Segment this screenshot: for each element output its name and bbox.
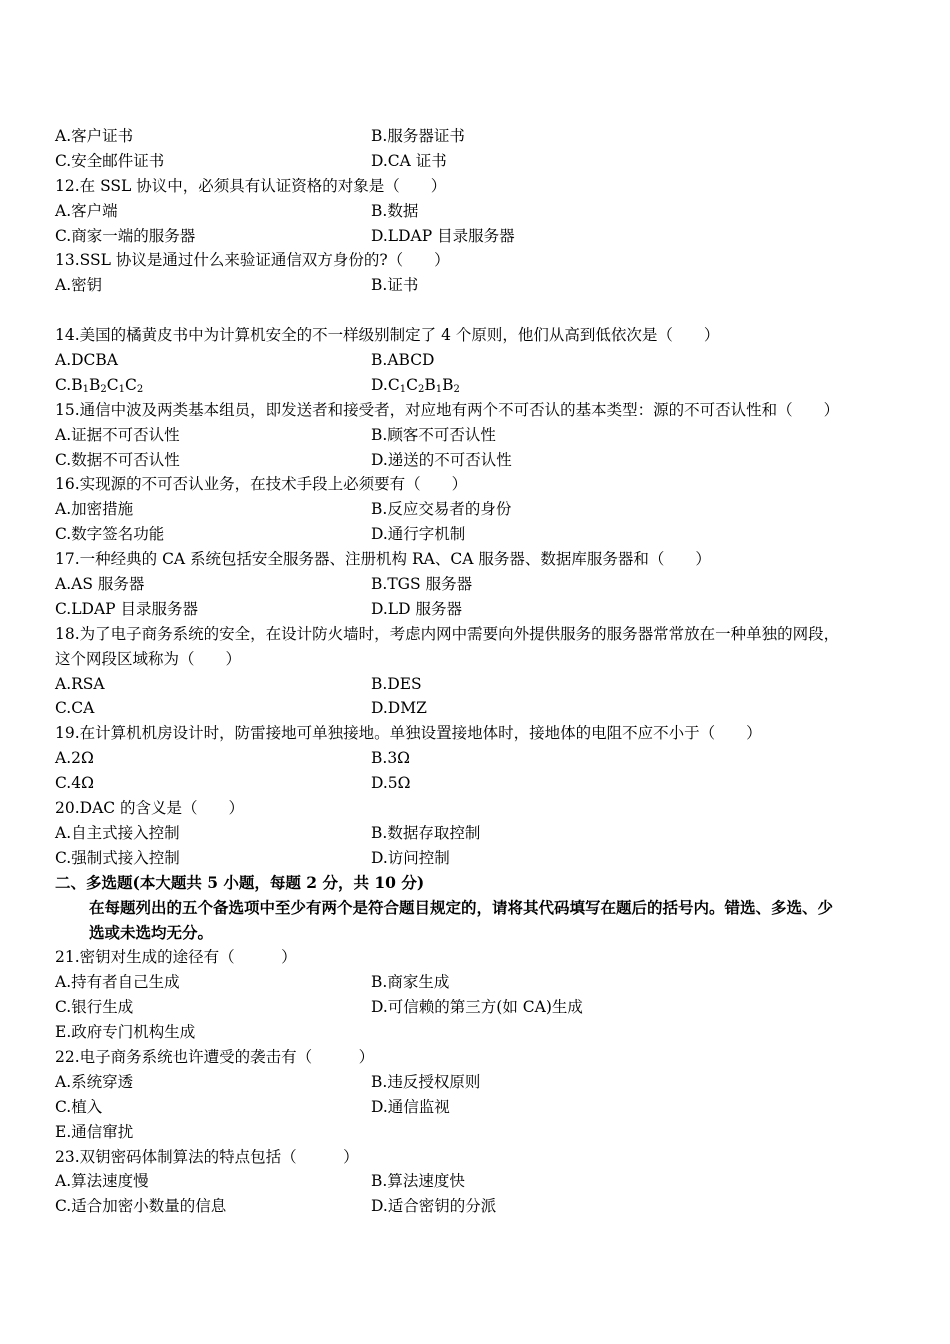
question-stem: 19.在计算机机房设计时，防雷接地可单独接地。单独设置接地体时，接地体的电阻不应不小于（ ） [55,724,762,743]
option-a: A.DCBA [55,351,118,370]
option-row [55,771,915,796]
question-stem: 20.DAC 的含义是（ ） [55,799,245,818]
question-stem: 17.一种经典的 CA 系统包括安全服务器、注册机构 RA、CA 服务器、数据库服务器和（ ） [55,550,711,569]
option-c: C.LDAP 目录服务器 [55,599,199,618]
option-c: C.4Ω [55,774,94,793]
option-b: B.反应交易者的身份 [371,500,512,519]
option-b: B.违反授权原则 [371,1072,481,1091]
question-stem: 12.在 SSL 协议中，必须具有认证资格的对象是（ ） [55,176,447,195]
option-c: C.商家一端的服务器 [55,226,196,245]
option-d: D.LD 服务器 [371,599,462,618]
question-stem-continued: 这个网段区域称为（ ） [55,649,242,668]
option-e: E.通信窜扰 [55,1122,134,1141]
option-row [55,1070,915,1095]
option-a: A.算法速度慢 [55,1172,149,1191]
section-instruction-continued: 选或未选均无分。 [89,922,214,942]
option-a: A.持有者自己生成 [55,973,180,992]
option-c: C.强制式接入控制 [55,848,180,867]
option-a: A.加密措施 [55,500,134,519]
option-b: B.DES [371,674,422,693]
option-row [55,124,915,149]
option-row [55,572,915,597]
option-row [55,672,915,697]
option-row [55,149,915,174]
option-d: D.通信监视 [371,1097,450,1116]
option-e: E.政府专门机构生成 [55,1023,196,1042]
option-b: B.顾客不可否认性 [371,425,496,444]
option-a: A.AS 服务器 [55,575,145,594]
option-row [55,273,915,298]
option-row [55,199,915,224]
option-a: A.自主式接入控制 [55,823,180,842]
option-b: B.数据 [371,201,419,220]
option-row [55,1120,915,1145]
option-b: B.数据存取控制 [371,823,481,842]
option-b: B.算法速度快 [371,1172,465,1191]
option-d: D.LDAP 目录服务器 [371,226,515,245]
option-row [55,821,915,846]
option-a: A.密钥 [55,276,103,295]
option-d-subscripted: $D.C_1C_2B_1B_2$ [371,375,460,395]
option-c: C.适合加密小数量的信息 [55,1197,227,1216]
question-stem: 23.双钥密码体制算法的特点包括（ ） [55,1147,359,1166]
option-d: D.访问控制 [371,848,450,867]
question-stem: 22.电子商务系统也许遭受的袭击有（ ） [55,1047,375,1066]
section-instruction: 在每题列出的五个备选项中至少有两个是符合题目规定的，请将其代码填写在题后的括号内。错选、多选、少 [89,897,834,917]
section-heading: 二、多选题(本大题共 5 小题，每题 2 分，共 10 分) [55,872,425,892]
option-row [55,995,915,1020]
option-row [55,522,915,547]
option-row [55,696,915,721]
option-row [55,224,915,249]
option-a: A.系统穿透 [55,1072,134,1091]
option-c: C.CA [55,699,95,718]
option-row [55,497,915,522]
question-stem: 13.SSL 协议是通过什么来验证通信双方身份的?（ ） [55,251,450,270]
option-d: D.适合密钥的分派 [371,1197,497,1216]
question-stem: 15.通信中波及两类基本组员，即发送者和接受者，对应地有两个不可否认的基本类型：源的不可否认性和（ ） [55,400,840,419]
question-stem: 14.美国的橘黄皮书中为计算机安全的不一样级别制定了 4 个原则，他们从高到低依次是（ ） [55,326,720,345]
option-row [55,970,915,995]
option-b: B.商家生成 [371,973,450,992]
blank-line [55,298,915,323]
option-row [55,846,915,871]
exam-page [55,124,915,1219]
option-a: A.证据不可否认性 [55,425,180,444]
option-row [55,448,915,473]
option-row [55,348,915,373]
option-c: C.安全邮件证书 [55,151,165,170]
option-row [55,373,915,398]
option-row [55,1169,915,1194]
option-row [55,597,915,622]
option-c: C.银行生成 [55,998,134,1017]
option-b: B.ABCD [371,351,435,370]
option-b: B.TGS 服务器 [371,575,473,594]
option-b: B.3Ω [371,749,411,768]
option-row [55,423,915,448]
option-d: D.递送的不可否认性 [371,450,512,469]
question-stem: 18.为了电子商务系统的安全，在设计防火墙时，考虑内网中需要向外提供服务的服务器常常放在一种单独的网段， [55,624,840,643]
option-c: C.数字签名功能 [55,525,165,544]
option-d: D.5Ω [371,774,411,793]
option-d: D.DMZ [371,699,427,718]
option-c: C.植入 [55,1097,103,1116]
option-a: A.RSA [55,674,105,693]
question-stem: 16.实现源的不可否认业务，在技术手段上必须要有（ ） [55,475,468,494]
option-row [55,1194,915,1219]
option-a: A.2Ω [55,749,94,768]
option-d: D.通行字机制 [371,525,466,544]
option-a: A.客户证书 [55,127,134,145]
option-b: B.证书 [371,276,419,295]
option-b: B.服务器证书 [371,127,465,145]
option-d: D.CA 证书 [371,151,447,170]
option-a: A.客户端 [55,201,118,220]
option-row [55,746,915,771]
question-stem: 21.密钥对生成的途径有（ ） [55,948,297,967]
option-row [55,1020,915,1045]
option-c-subscripted: $C.B_1B_2C_1C_2$ [55,375,144,395]
option-c: C.数据不可否认性 [55,450,180,469]
option-d: D.可信赖的第三方(如 CA)生成 [371,998,583,1017]
option-row [55,1095,915,1120]
